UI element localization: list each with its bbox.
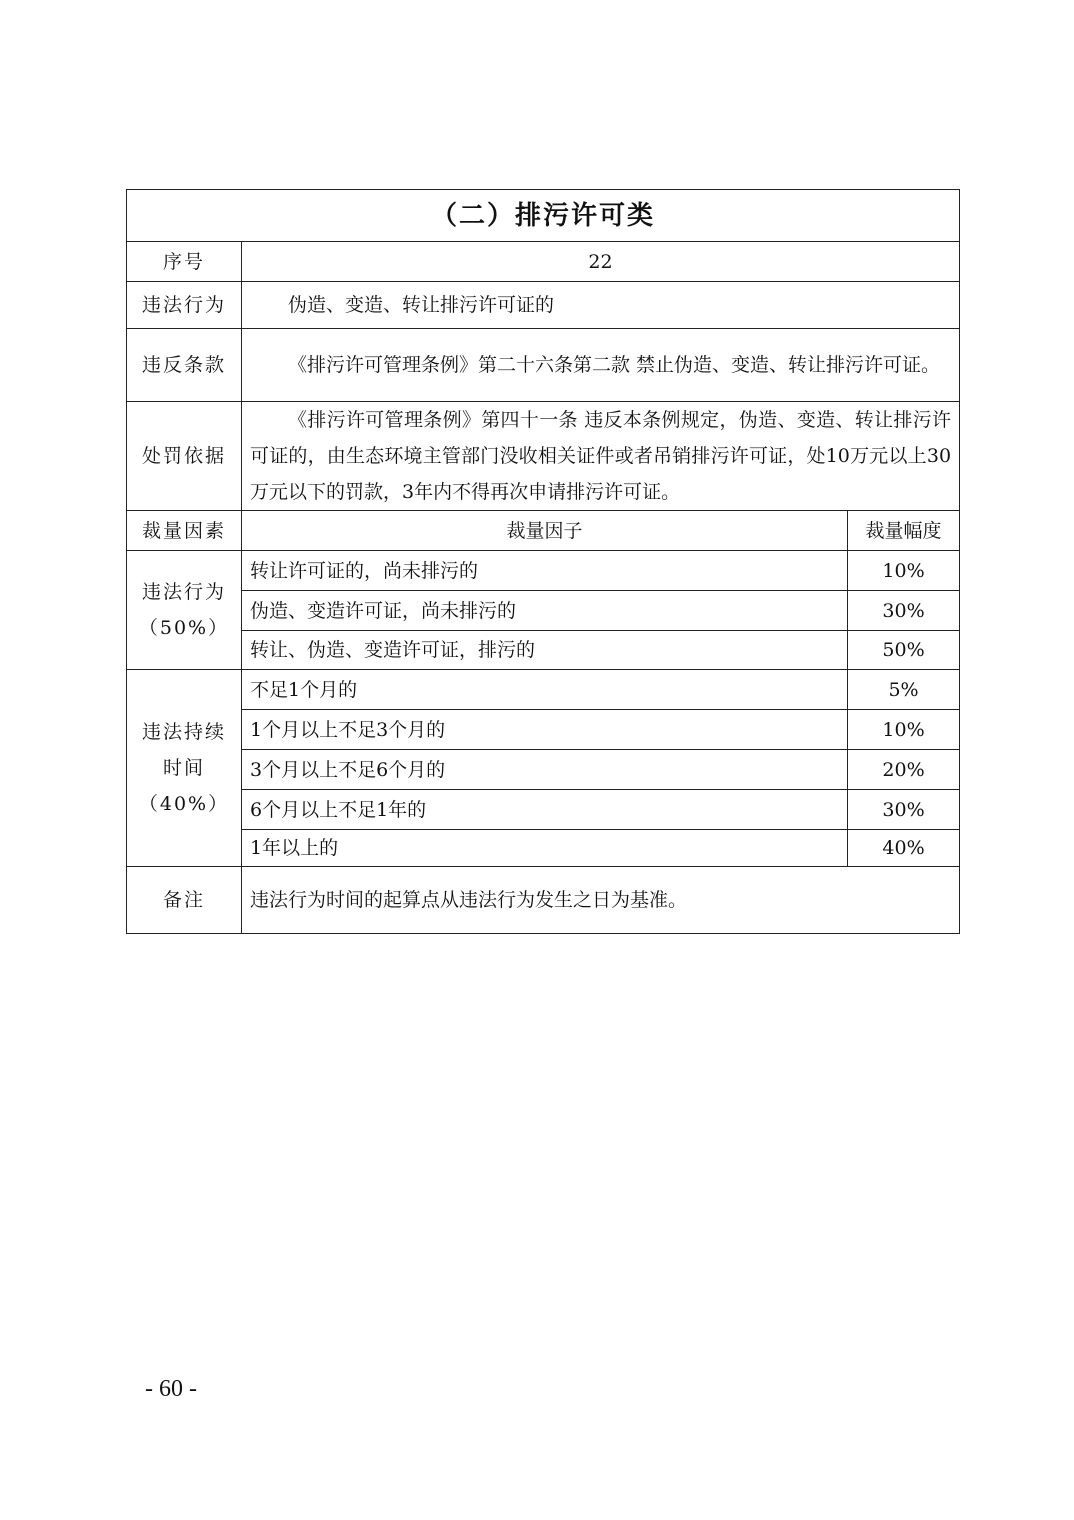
group-label-line: （40%） (138, 793, 230, 815)
seq-label: 序号 (127, 242, 242, 282)
group-label-line: 违法持续 (141, 721, 226, 743)
factor-cell: 伪造、变造许可证，尚未排污的 (242, 591, 848, 631)
seq-value: 22 (242, 242, 960, 282)
act-label: 违法行为 (127, 282, 242, 329)
range-cell: 50% (848, 631, 960, 670)
clause-label: 违反条款 (127, 329, 242, 402)
factor-header-col1: 裁量因素 (127, 511, 242, 551)
factor-cell: 不足1个月的 (242, 670, 848, 710)
penalty-discretion-table (126, 189, 960, 934)
factor-header-col3: 裁量幅度 (848, 511, 960, 551)
basis-label: 处罚依据 (127, 402, 242, 511)
factor-cell: 1个月以上不足3个月的 (242, 710, 848, 750)
act-value: 伪造、变造、转让排污许可证的 (242, 282, 960, 329)
basis-value: 《排污许可管理条例》第四十一条 违反本条例规定，伪造、变造、转让排污许可证的，由生态环境主管部门没收相关证件或者吊销排污许可证，处10万元以上30万元以下的罚款，3年内不得再次申请排污许可证。 (242, 402, 960, 511)
factor-cell: 转让许可证的，尚未排污的 (242, 551, 848, 591)
range-cell: 40% (848, 830, 960, 867)
group-label-act (127, 551, 242, 670)
range-cell: 20% (848, 750, 960, 790)
range-cell: 30% (848, 591, 960, 631)
range-cell: 5% (848, 670, 960, 710)
range-cell: 10% (848, 710, 960, 750)
factor-header-col2: 裁量因子 (242, 511, 848, 551)
table-title: （二）排污许可类 (127, 190, 960, 242)
remark-label: 备注 (127, 867, 242, 934)
range-cell: 30% (848, 790, 960, 830)
remark-value: 违法行为时间的起算点从违法行为发生之日为基准。 (242, 867, 960, 934)
clause-value: 《排污许可管理条例》第二十六条第二款 禁止伪造、变造、转让排污许可证。 (242, 329, 960, 402)
group-label-line: 时间 (162, 757, 205, 779)
group-label-line: （50%） (138, 617, 230, 639)
range-cell: 10% (848, 551, 960, 591)
factor-cell: 转让、伪造、变造许可证，排污的 (242, 631, 848, 670)
page-number: - 60 - (145, 1376, 197, 1402)
factor-cell: 6个月以上不足1年的 (242, 790, 848, 830)
factor-cell: 3个月以上不足6个月的 (242, 750, 848, 790)
group-label-line: 违法行为 (141, 581, 226, 603)
group-label-duration (127, 670, 242, 867)
factor-cell: 1年以上的 (242, 830, 848, 867)
